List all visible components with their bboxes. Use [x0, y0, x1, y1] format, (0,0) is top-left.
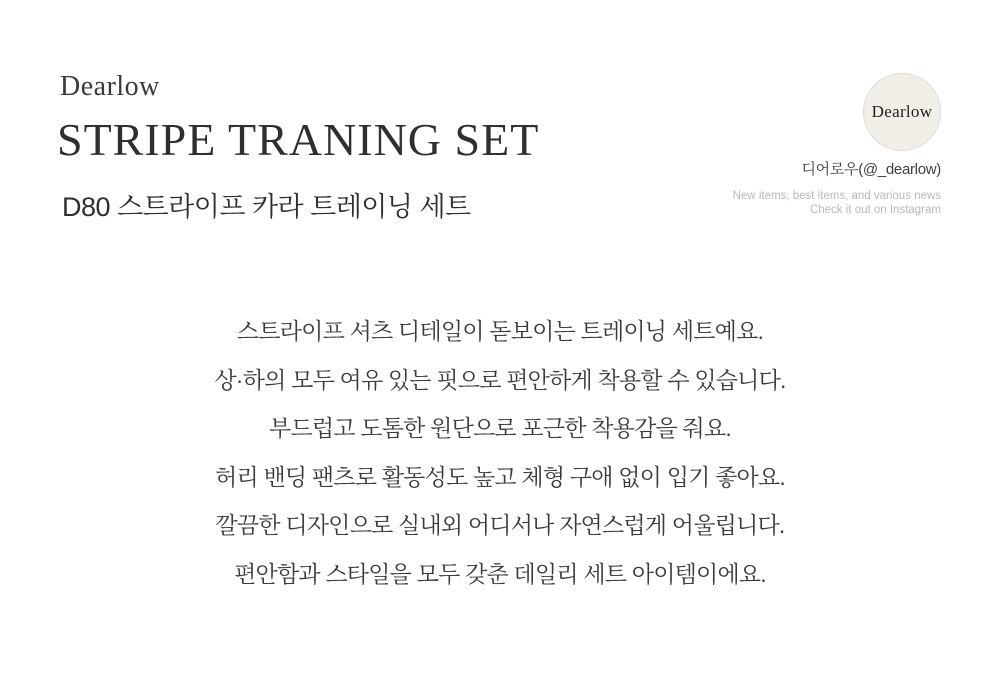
instagram-note-line1: New items, best items, and various news [732, 190, 941, 202]
description-line: 편안함과 스타일을 모두 갖춘 데일리 세트 아이템이에요. [234, 560, 766, 587]
badge-label: Dearlow [871, 102, 933, 121]
description-line: 부드럽고 도톰한 원단으로 포근한 착용감을 줘요. [269, 415, 731, 441]
instagram-brand-badge [863, 73, 941, 151]
description-line: 깔끔한 디자인으로 실내외 어디서나 자연스럽게 어울립니다. [215, 512, 785, 538]
instagram-handle: 디어로우(@_dearlow) [801, 161, 941, 178]
product-title-en: STRIPE TRANING SET [57, 114, 540, 165]
product-title-ko: D80 스트라이프 카라 트레이닝 세트 [62, 192, 471, 222]
product-description [0, 307, 1000, 598]
instagram-note-line2: Check it out on Instagram [809, 204, 941, 216]
description-line: 스트라이프 셔츠 디테일이 돋보이는 트레이닝 세트예요. [236, 318, 764, 344]
description-line: 허리 밴딩 팬츠로 활동성도 높고 체형 구애 없이 입기 좋아요. [215, 463, 785, 490]
description-line: 상·하의 모두 여유 있는 핏으로 편안하게 착용할 수 있습니다. [214, 366, 786, 393]
instagram-promo [621, 73, 941, 217]
brand-name: Dearlow [60, 71, 160, 102]
